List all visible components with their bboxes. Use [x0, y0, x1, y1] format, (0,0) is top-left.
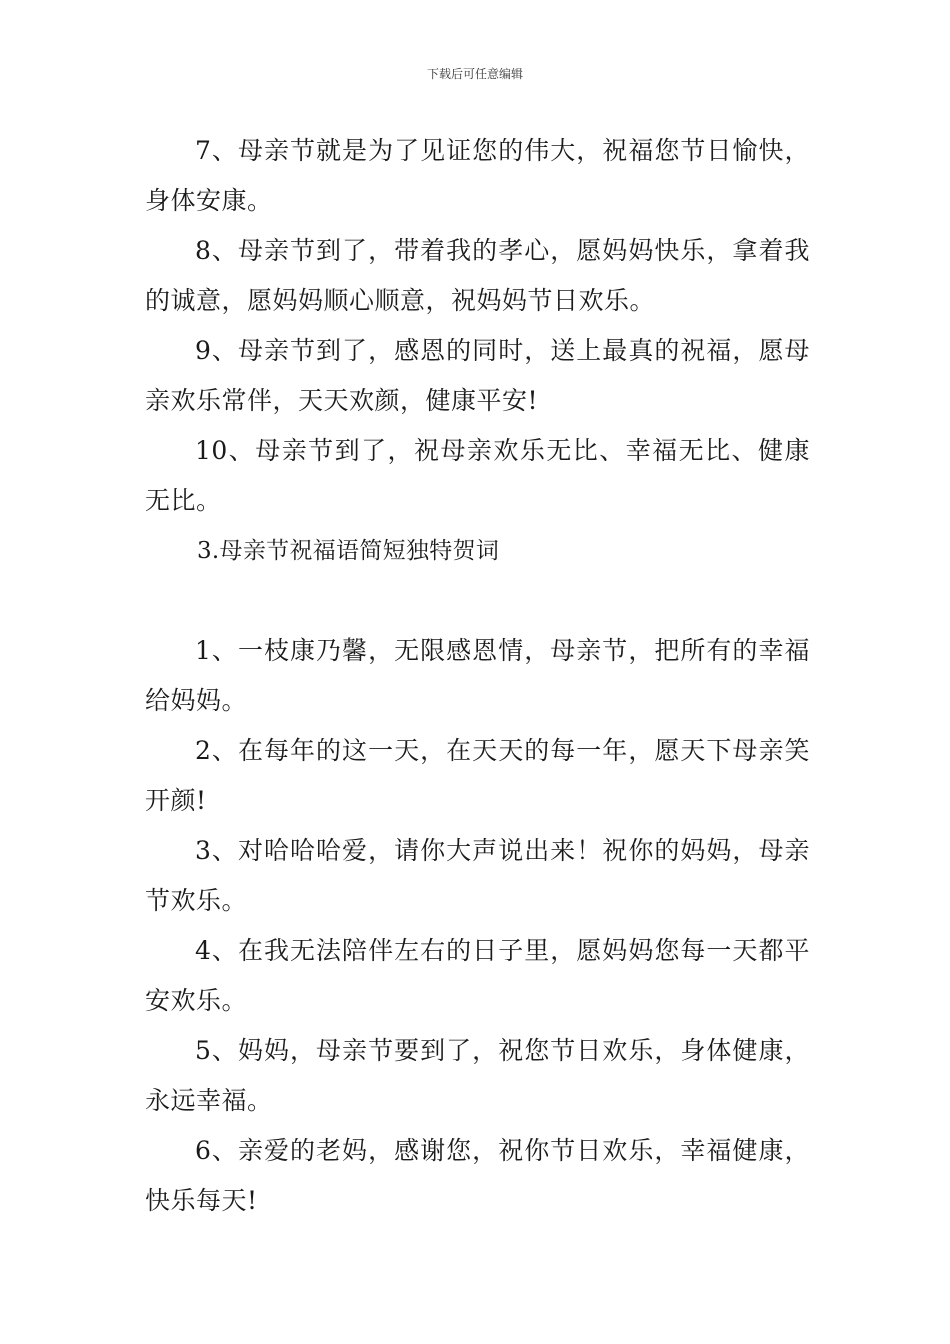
paragraph-item-8: 8、母亲节到了，带着我的孝心，愿妈妈快乐，拿着我的诚意，愿妈妈顺心顺意，祝妈妈节日欢乐。	[145, 236, 810, 315]
paragraph-item-1: 1、一枝康乃馨，无限感恩情，母亲节，把所有的幸福给妈妈。	[145, 636, 810, 715]
page-header: 下载后可任意编辑	[426, 67, 523, 81]
paragraph-item-7: 7、母亲节就是为了见证您的伟大，祝福您节日愉快，身体安康。	[145, 136, 810, 215]
section-spacer	[145, 576, 810, 626]
paragraph-item-10: 10、母亲节到了，祝母亲欢乐无比、幸福无比、健康无比。	[145, 436, 810, 515]
paragraph-item-2: 2、在每年的这一天，在天天的每一年，愿天下母亲笑开颜!	[145, 736, 810, 815]
paragraph-item-9: 9、母亲节到了，感恩的同时，送上最真的祝福，愿母亲欢乐常伴，天天欢颜，健康平安!	[145, 336, 810, 415]
section-heading: 3.母亲节祝福语简短独特贺词	[197, 538, 500, 564]
paragraph-item-5: 5、妈妈，母亲节要到了，祝您节日欢乐，身体健康，永远幸福。	[145, 1036, 810, 1115]
paragraph-item-3: 3、对哈哈哈爱，请你大声说出来！祝你的妈妈，母亲节欢乐。	[145, 836, 810, 915]
paragraph-item-6: 6、亲爱的老妈，感谢您，祝你节日欢乐，幸福健康，快乐每天!	[145, 1136, 810, 1215]
paragraph-item-4: 4、在我无法陪伴左右的日子里，愿妈妈您每一天都平安欢乐。	[145, 936, 810, 1015]
document-body	[145, 126, 810, 1226]
